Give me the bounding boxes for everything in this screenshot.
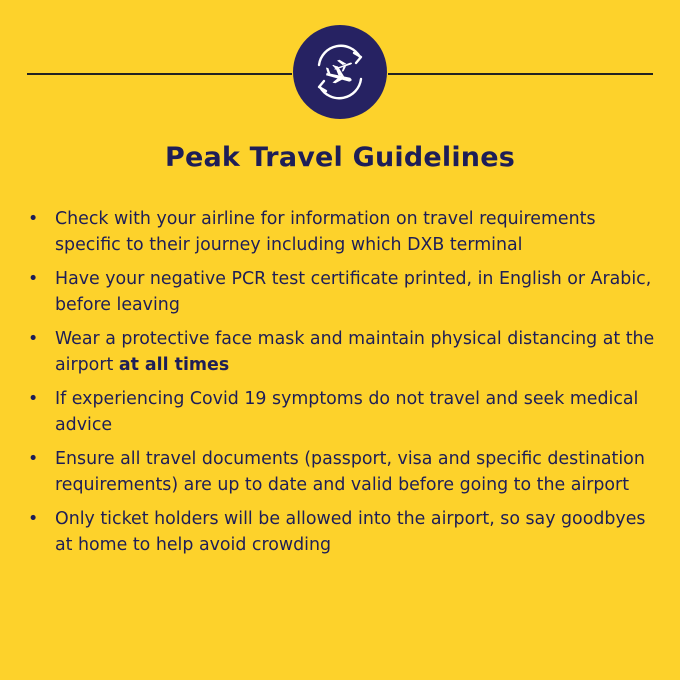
header-divider-right [388, 73, 653, 75]
guideline-text: Wear a protective face mask and maintain physical distancing at the airport [55, 329, 655, 375]
bullet: • [28, 209, 39, 229]
guideline-emphasis: at all times [118, 354, 230, 375]
header-divider-left [27, 73, 292, 75]
bullet: • [28, 389, 39, 409]
bullet: • [28, 269, 39, 289]
guideline-text: If experiencing Covid 19 symptoms do not travel and seek medical advice [55, 389, 639, 435]
plane-cycle-icon [305, 37, 375, 107]
guideline-text: Only ticket holders will be allowed into the airport, so say goodbyes at home to help avoid crowding [55, 509, 646, 555]
guideline-text: Ensure all travel documents (passport, visa and specific destination requirements) are up to date and valid before going to the airport [55, 449, 645, 495]
page-title: Peak Travel Guidelines [164, 142, 516, 173]
guideline-item [22, 207, 662, 258]
travel-emblem [293, 25, 387, 119]
guideline-item [22, 327, 662, 378]
bullet: • [28, 329, 39, 349]
bullet: • [28, 449, 39, 469]
guideline-item [22, 507, 662, 558]
guideline-item [22, 267, 662, 318]
guidelines-list [22, 207, 662, 567]
guideline-text: Have your negative PCR test certificate printed, in English or Arabic, before leaving [55, 269, 652, 315]
guideline-item [22, 447, 662, 498]
guideline-text: Check with your airline for information on travel requirements specific to their journey including which DXB terminal [55, 209, 596, 255]
guideline-item [22, 387, 662, 438]
bullet: • [28, 509, 39, 529]
